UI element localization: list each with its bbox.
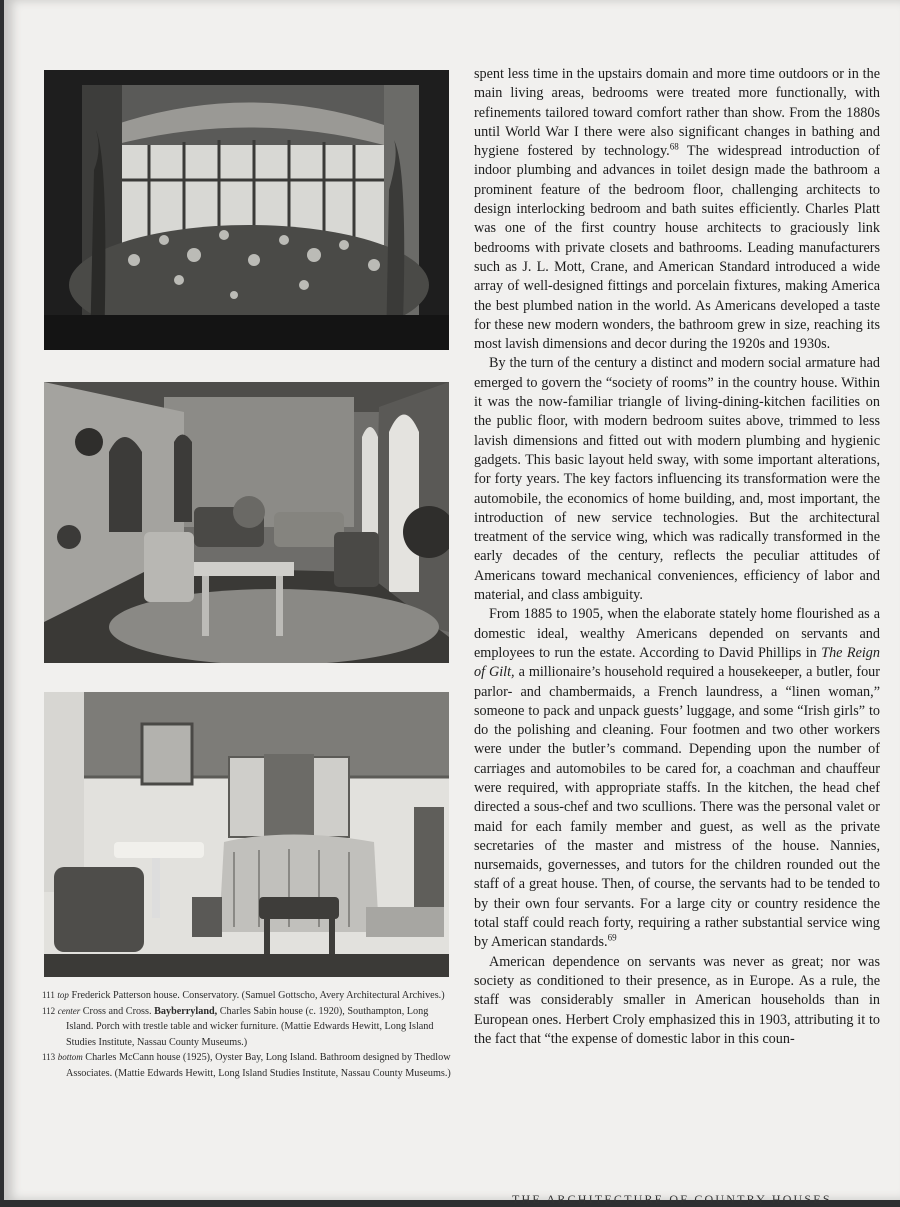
caption-house-name: Bayberryland,: [154, 1005, 218, 1017]
caption-position: top: [57, 990, 69, 1000]
paragraph-3: [474, 605, 880, 952]
caption-number: 113: [42, 1052, 56, 1063]
caption-113: [42, 1050, 452, 1081]
paragraph-text: By the turn of the century a distinct and modern social armature had emerged to govern the “society of rooms” in the country house. Within it was the now-familiar triangle of living-dining-kitchen facilities on the public floor, with modern bedroom suites above, trimmed to less lavish dimensions and fitted out with modern plumbing and hygienic gadgets. This basic layout held sway, with some important alterations, for forty years. The key factors influencing its transformation were the automobile, the economics of home building, and, most important, the introduction of new service technologies. But the architectural treatment of the service wing, which was radically transformed in the early decades of the century, reflects the peculiar attitudes of Americans toward mechanical conveniences, efficiency of labor and material, and class ambiguity.: [474, 355, 880, 604]
caption-number: 111: [42, 990, 55, 1000]
running-head: THE ARCHITECTURE OF COUNTRY HOUSES: [512, 1192, 832, 1206]
paragraph-4: [474, 953, 880, 1049]
figure-captions: [42, 988, 452, 1082]
body-text-column: [474, 65, 880, 1049]
paragraph-1: [474, 65, 880, 354]
caption-text: Charles Sabin house (c. 1920), Southampton, Long Island. Porch with trestle table and wicker furniture. (Mattie Edwards Hewitt, Long Island Studies Institute, Nassau County Museums.): [66, 1005, 434, 1048]
caption-position: center: [57, 1005, 81, 1016]
paragraph-text: The widespread introduction of indoor plumbing and advances in toilet design made the bathroom a prominent feature of the bedroom floor, challenging architects to design interlocking bedroom and bath suites efficiently. Charles Platt was one of the first country house architects to graciously link bedrooms with private closets and bathrooms. Leading manufacturers such as J. L. Mott, Crane, and American Standard introduced a wide array of well-designed fittings and porcelain fixtures, making America the best plumbed nation in the world. As Americans developed a taste for these new modern wonders, the bathroom grew in size, reaching its most lavish dimensions and decor during the 1920s and 1930s.: [474, 143, 880, 353]
caption-position: bottom: [57, 1052, 83, 1063]
caption-text: Cross and Cross.: [82, 1005, 155, 1017]
paragraph-text: a millionaire’s household required a housekeeper, a butler, four parlor- and chambermaids, a French laundress, a “linen woman,” someone to pack and unpack guests’ luggage, and some “Irish girls” to do the polishing and cleaning. Four footmen and two other workers were under the butler’s command. Depending upon the number of carriages and automobiles to be cared for, a coachman and chauffeur were required, with appropriate staffs. In the kitchen, the head chef directed a sous-chef and two scullions. There was the personal valet or maid for each family member and guest, as well as the private secretaries of the master and mistress of the house. Nannies, nursemaids, governesses, and tutors for the children rounded out the staff of a great house. Then, of course, the servants had to be tended to by their own four servants. For a large city or country residence the total staff could reach forty, requiring a rather substantial service wing by American standards.: [474, 664, 880, 951]
book-title: The Reign of Gilt,: [474, 644, 880, 681]
caption-112: [42, 1004, 452, 1051]
porch-photo: [44, 382, 449, 663]
conservatory-photo: [44, 70, 449, 350]
caption-111: [42, 988, 452, 1004]
paragraph-text: American dependence on servants was never as great; nor was society as conditioned to their presence, as in Europe. As a rule, the staff was considerably smaller in American households than in European ones. Herbert Croly emphasized this in 1903, attributing it to the fact that “the expense of domestic labor in this coun-: [474, 953, 880, 1047]
bathroom-photo: [44, 692, 449, 977]
paragraph-2: [474, 354, 880, 605]
footnote-ref: 68: [669, 141, 679, 152]
book-page: [4, 0, 900, 1206]
caption-text: Charles McCann house (1925), Oyster Bay, Long Island. Bathroom designed by Thedlow Associates. (Mattie Edwards Hewitt, Long Island Studies Institute, Nassau County Museums.): [66, 1052, 451, 1079]
paragraph-text: From 1885 to 1905, when the elaborate stately home flourished as a domestic ideal, wealthy Americans depended on servants and employees to run the estate. According to David Phillips in: [474, 606, 880, 661]
caption-number: 112: [42, 1005, 56, 1016]
caption-text: Frederick Patterson house. Conservatory. (Samuel Gottscho, Avery Architectural Archives.): [71, 990, 445, 1001]
paragraph-text: spent less time in the upstairs domain and more time outdoors or in the main living areas, bedrooms were treated more functionally, with refinements tailored toward comfort rather than show. From the 1880s until World War I there were also significant changes in bathing and hygiene fostered by technology.: [474, 66, 880, 160]
footnote-ref: 69: [607, 932, 617, 943]
